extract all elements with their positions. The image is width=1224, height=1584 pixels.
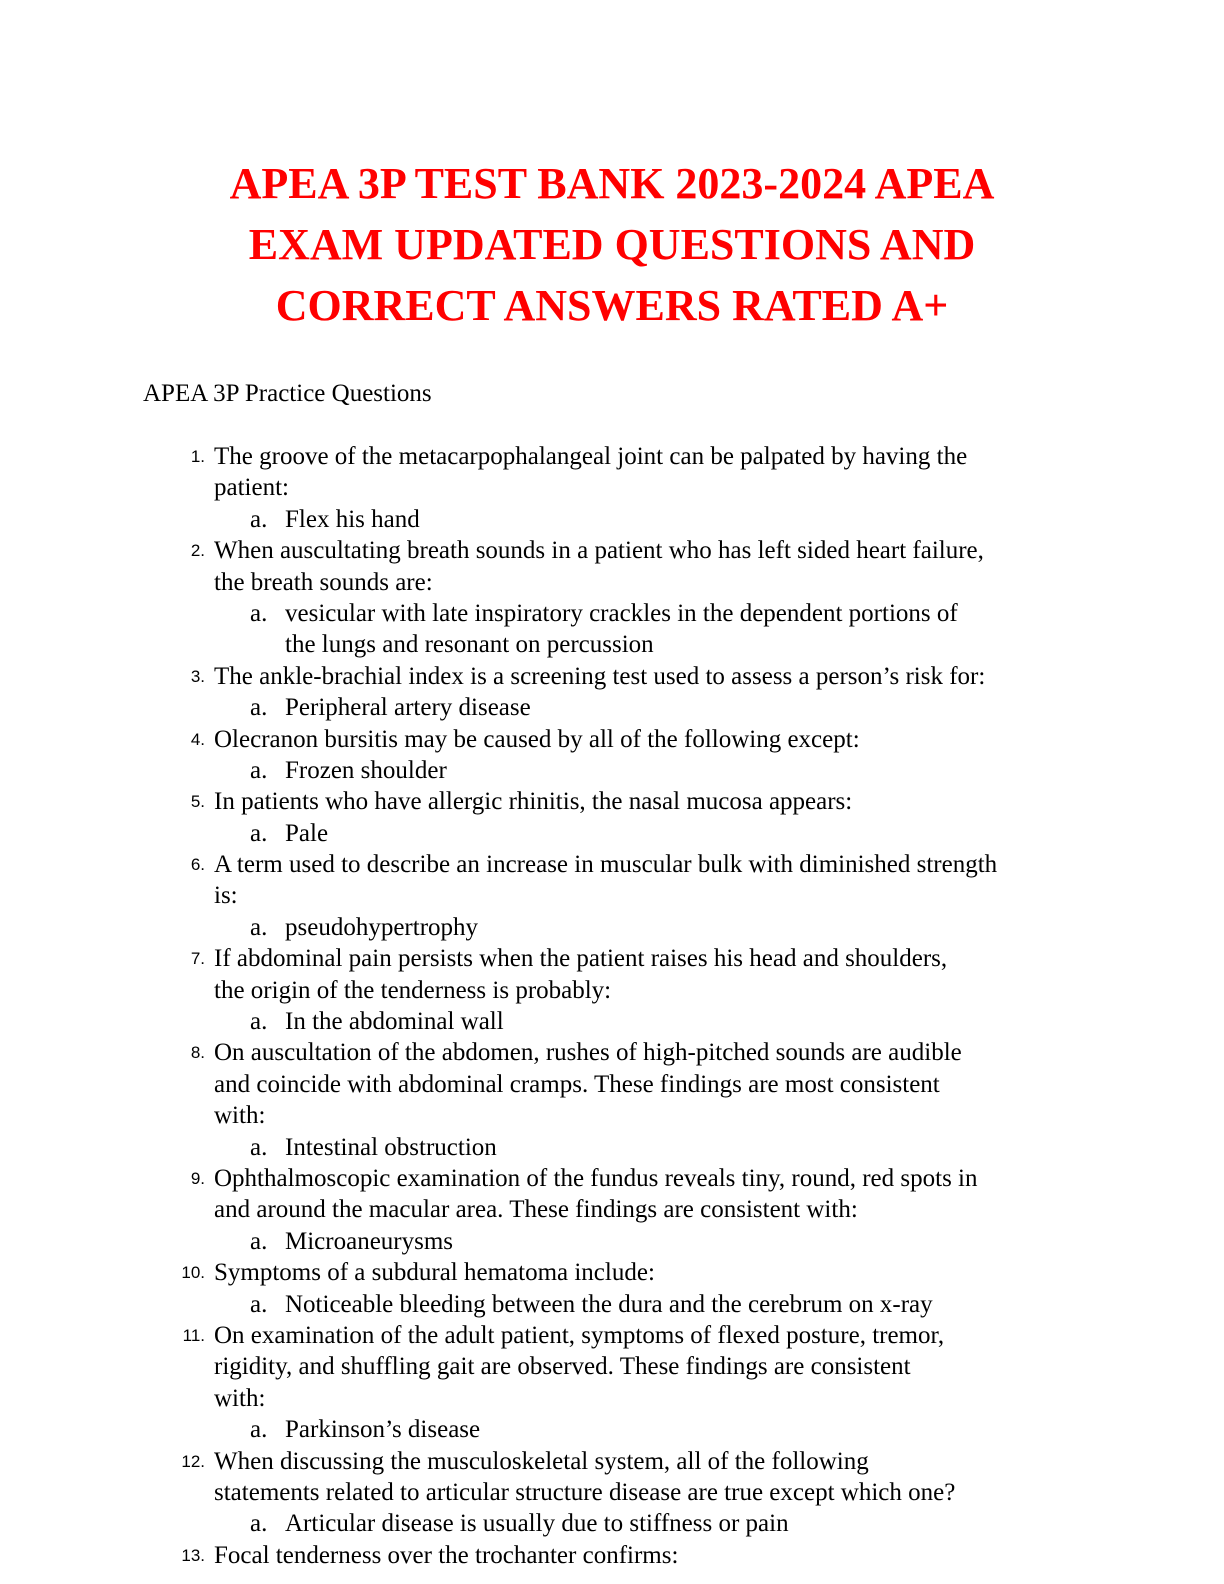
answer-text: pseudohypertrophy — [285, 913, 479, 941]
answer-text: In the abdominal wall — [285, 1008, 504, 1036]
question-text: and coincide with abdominal cramps. These findings are most consistent — [214, 1070, 940, 1098]
question-number: 4. — [190, 729, 205, 749]
question-line — [0, 1351, 1224, 1382]
question-text: is: — [214, 882, 238, 910]
question-item — [0, 1540, 1224, 1571]
answer-text: Pale — [285, 819, 329, 847]
question-item — [0, 849, 1224, 880]
answer-item — [0, 818, 1224, 849]
question-text: and around the macular area. These findings are consistent with: — [214, 1196, 858, 1224]
question-item — [0, 1320, 1224, 1351]
answer-item — [0, 504, 1224, 535]
question-line — [0, 975, 1224, 1006]
question-text: The ankle-brachial index is a screening test used to assess a person’s risk for: — [214, 662, 986, 690]
question-number: 10. — [181, 1263, 205, 1283]
question-text: In patients who have allergic rhinitis, the nasal mucosa appears: — [214, 788, 853, 816]
question-number: 3. — [190, 666, 205, 686]
title-line: APEA 3P TEST BANK 2023-2024 APEA — [229, 159, 995, 208]
answer-item — [0, 1289, 1224, 1320]
answer-text: Intestinal obstruction — [285, 1133, 497, 1161]
answer-label: a. — [250, 1133, 268, 1161]
answer-item — [0, 755, 1224, 786]
question-number: 7. — [190, 949, 205, 969]
section-heading: APEA 3P Practice Questions — [143, 380, 432, 407]
answer-item — [0, 1006, 1224, 1037]
question-line — [0, 567, 1224, 598]
answer-text: Peripheral artery disease — [285, 694, 531, 722]
question-text: the breath sounds are: — [214, 568, 433, 596]
answer-label: a. — [250, 756, 268, 784]
answer-label: a. — [250, 1416, 268, 1444]
answer-text: Microaneurysms — [285, 1227, 454, 1255]
question-text: Focal tenderness over the trochanter confirms: — [214, 1541, 679, 1569]
question-text: with: — [214, 1384, 266, 1412]
question-line — [0, 1100, 1224, 1131]
question-line — [0, 880, 1224, 911]
question-item — [0, 724, 1224, 755]
question-line — [0, 1194, 1224, 1225]
answer-label: a. — [250, 1290, 268, 1318]
answer-item — [0, 692, 1224, 723]
answer-label: a. — [250, 599, 268, 627]
answer-text: Flex his hand — [285, 505, 420, 533]
question-text: rigidity, and shuffling gait are observed. These findings are consistent — [214, 1353, 911, 1381]
question-text: On auscultation of the abdomen, rushes of high-pitched sounds are audible — [214, 1039, 962, 1067]
answer-text: Parkinson’s disease — [285, 1416, 481, 1444]
answer-label: a. — [250, 1227, 268, 1255]
question-item — [0, 1163, 1224, 1194]
question-item — [0, 441, 1224, 472]
question-text: Ophthalmoscopic examination of the fundus reveals tiny, round, red spots in — [214, 1164, 978, 1192]
question-number: 13. — [181, 1545, 205, 1565]
answer-item — [0, 912, 1224, 943]
question-text: When auscultating breath sounds in a patient who has left sided heart failure, — [214, 537, 984, 565]
title-line: EXAM UPDATED QUESTIONS AND — [248, 220, 976, 269]
question-text: statements related to articular structure disease are true except which one? — [214, 1478, 956, 1506]
title-line: CORRECT ANSWERS RATED A+ — [275, 281, 949, 330]
answer-label: a. — [250, 1008, 268, 1036]
question-item — [0, 943, 1224, 974]
answer-text: Frozen shoulder — [285, 756, 447, 784]
question-item — [0, 1257, 1224, 1288]
question-number: 6. — [190, 855, 205, 875]
question-text: Olecranon bursitis may be caused by all of the following except: — [214, 725, 860, 753]
question-item — [0, 661, 1224, 692]
document-title — [140, 153, 1084, 336]
answer-label: a. — [250, 819, 268, 847]
question-text: the origin of the tenderness is probably: — [214, 976, 612, 1004]
question-number: 11. — [182, 1325, 205, 1345]
question-item — [0, 786, 1224, 817]
answer-label: a. — [250, 694, 268, 722]
question-item — [0, 535, 1224, 566]
question-number: 8. — [190, 1043, 205, 1063]
question-line — [0, 472, 1224, 503]
answer-label: a. — [250, 1510, 268, 1538]
question-list — [0, 441, 1224, 1571]
answer-label: a. — [250, 505, 268, 533]
answer-label: a. — [250, 913, 268, 941]
question-text: On examination of the adult patient, symptoms of flexed posture, tremor, — [214, 1321, 945, 1349]
question-text: with: — [214, 1102, 266, 1130]
question-line — [0, 1477, 1224, 1508]
answer-item — [0, 1414, 1224, 1445]
question-text: When discussing the musculoskeletal system, all of the following — [214, 1447, 869, 1475]
answer-item — [0, 598, 1224, 629]
question-item — [0, 1446, 1224, 1477]
question-text: patient: — [214, 474, 289, 502]
question-text: Symptoms of a subdural hematoma include: — [214, 1259, 655, 1287]
question-text: A term used to describe an increase in muscular bulk with diminished strength — [214, 851, 998, 879]
question-text: If abdominal pain persists when the patient raises his head and shoulders, — [214, 945, 948, 973]
answer-text: vesicular with late inspiratory crackles in the dependent portions of — [285, 599, 958, 627]
question-number: 1. — [190, 447, 205, 466]
question-text: The groove of the metacarpophalangeal joint can be palpated by having the — [214, 443, 968, 470]
answer-line — [0, 629, 1224, 660]
answer-text: Noticeable bleeding between the dura and the cerebrum on x-ray — [285, 1290, 933, 1318]
answer-item — [0, 1508, 1224, 1539]
question-number: 12. — [181, 1451, 205, 1471]
question-line — [0, 1069, 1224, 1100]
answer-item — [0, 1132, 1224, 1163]
answer-item — [0, 1226, 1224, 1257]
question-number: 2. — [190, 541, 205, 561]
question-number: 9. — [190, 1168, 205, 1188]
question-line — [0, 1383, 1224, 1414]
question-number: 5. — [190, 792, 205, 812]
answer-text: Articular disease is usually due to stiffness or pain — [285, 1510, 789, 1538]
question-item — [0, 1037, 1224, 1068]
answer-text: the lungs and resonant on percussion — [285, 631, 654, 659]
